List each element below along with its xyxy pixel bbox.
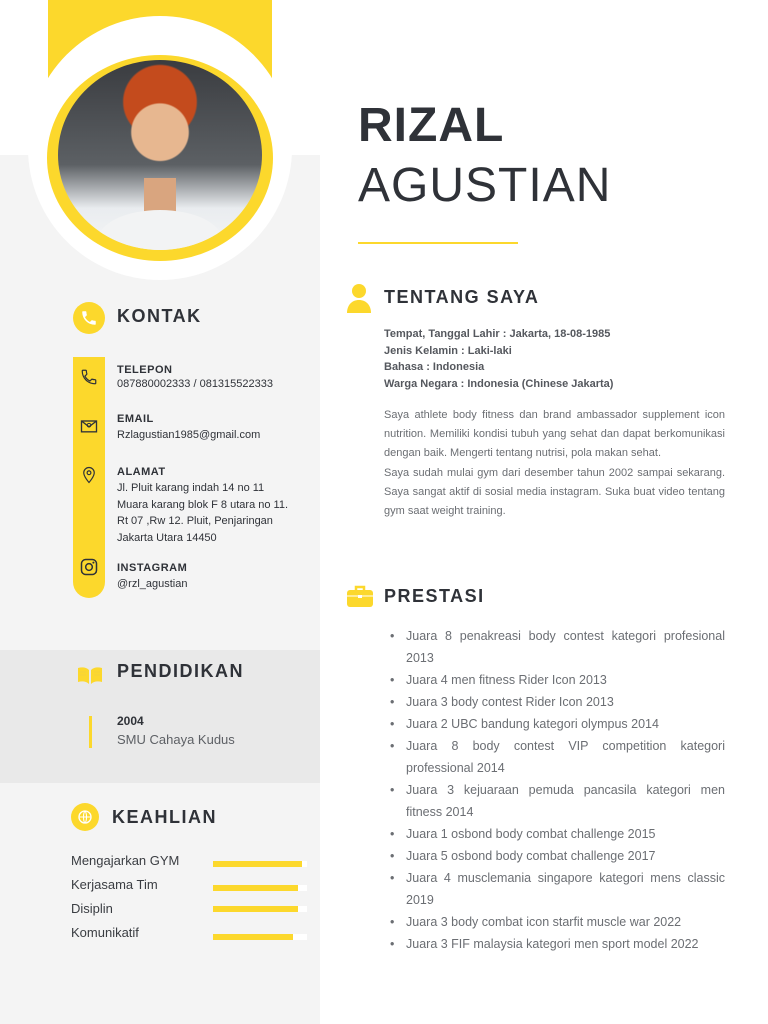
person-icon [346, 283, 372, 313]
fact-nationality: Warga Negara : Indonesia (Chinese Jakarta) [384, 377, 614, 390]
skill-bar-track [213, 906, 307, 912]
achievement-item: • Juara 3 FIF malaysia kategori men sport model 2022 [384, 933, 725, 955]
instagram-label: INSTAGRAM [117, 562, 188, 574]
address-line: Rt 07 ,Rw 12. Pluit, Penjaringan [117, 515, 273, 527]
name-first: RIZAL [358, 99, 505, 152]
achievement-item: • Juara 4 men fitness Rider Icon 2013 [384, 669, 725, 691]
skill-label: Kerjasama Tim [71, 877, 158, 892]
location-pin-icon [78, 464, 100, 486]
education-title: PENDIDIKAN [117, 661, 245, 681]
fact-birth: Tempat, Tanggal Lahir : Jakarta, 18-08-1985 [384, 328, 611, 340]
skill-label: Disiplin [71, 901, 113, 916]
achievement-item: • Juara 3 body contest Rider Icon 2013 [384, 691, 725, 713]
address-line: Jakarta Utara 14450 [117, 531, 217, 544]
achievement-item: • Juara 1 osbond body combat challenge 2015 [384, 823, 725, 845]
skill-bar-fill [213, 861, 302, 867]
achievement-item: • Juara 4 musclemania singapore kategori mens classic 2019 [384, 867, 725, 911]
address-line: Jl. Pluit karang indah 14 no 11 [117, 482, 265, 494]
skill-label: Komunikatif [71, 925, 139, 940]
skills-globe-icon [71, 803, 99, 831]
book-icon [76, 664, 104, 686]
achievement-item: • Juara 5 osbond body combat challenge 2017 [384, 845, 725, 867]
skills-title: KEAHLIAN [112, 807, 217, 827]
about-title: TENTANG SAYA [384, 287, 540, 307]
address-line: Muara karang blok F 8 utara no 11. [117, 498, 289, 511]
achievement-item: • Juara 3 kejuaraan pemuda pancasila kategori men fitness 2014 [384, 779, 725, 823]
instagram-icon [78, 556, 100, 578]
skill-bar-track [213, 934, 307, 940]
fact-gender: Jenis Kelamin : Laki-laki [384, 344, 512, 357]
email-value[interactable]: Rzlagustian1985@gmail.com [117, 429, 261, 441]
achievement-item: • Juara 2 UBC bandung kategori olympus 2014 [384, 713, 725, 735]
achievement-item: • Juara 3 body combat icon starfit muscle war 2022 [384, 911, 725, 933]
about-paragraph: Saya athlete body fitness dan brand ambassador supplement icon nutrition. Memiliki kondisi tubuh yang sehat dan dapat berkomunikasi dengan baik. Mengerti tentang nutrisi, pola makan sehat. [384, 409, 725, 460]
contact-title: KONTAK [117, 306, 202, 326]
achievement-item: • Juara 8 body contest VIP competition kategori professional 2014 [384, 735, 725, 779]
skill-label: Mengajarkan GYM [71, 853, 180, 868]
address-label: ALAMAT [117, 466, 166, 478]
profile-photo [58, 60, 262, 250]
about-description [384, 406, 725, 521]
phone-value[interactable]: 087880002333 / 081315522333 [117, 378, 273, 390]
about-paragraph: Saya sudah mulai gym dari desember tahun 2002 sampai sekarang. Saya sangat aktif di sosial media instagram. Suka buat video tentang gym saat weight training. [384, 466, 725, 518]
briefcase-icon [346, 584, 374, 608]
name-divider [358, 242, 518, 244]
achievements-list [384, 625, 725, 955]
skill-bar-track [213, 861, 307, 867]
fact-language: Bahasa : Indonesia [384, 361, 485, 373]
skill-bar-fill [213, 906, 298, 912]
address-value [117, 480, 322, 546]
phone-label: TELEPON [117, 364, 173, 376]
instagram-value[interactable]: @rzl_agustian [117, 578, 188, 590]
name-last: AGUSTIAN [358, 159, 612, 212]
achievements-title: PRESTASI [384, 586, 485, 606]
achievement-item: • Juara 8 penakreasi body contest kategori profesional 2013 [384, 625, 725, 669]
about-facts [384, 326, 613, 392]
phone-circle-icon [73, 302, 105, 334]
skill-bar-track [213, 885, 307, 891]
phone-icon [78, 366, 100, 388]
skill-bar-fill [213, 934, 293, 940]
education-year: 2004 [117, 714, 144, 728]
email-icon [78, 415, 100, 437]
education-accent-line [89, 716, 92, 748]
email-label: EMAIL [117, 413, 154, 425]
education-school: SMU Cahaya Kudus [117, 732, 235, 747]
skill-bar-fill [213, 885, 298, 891]
